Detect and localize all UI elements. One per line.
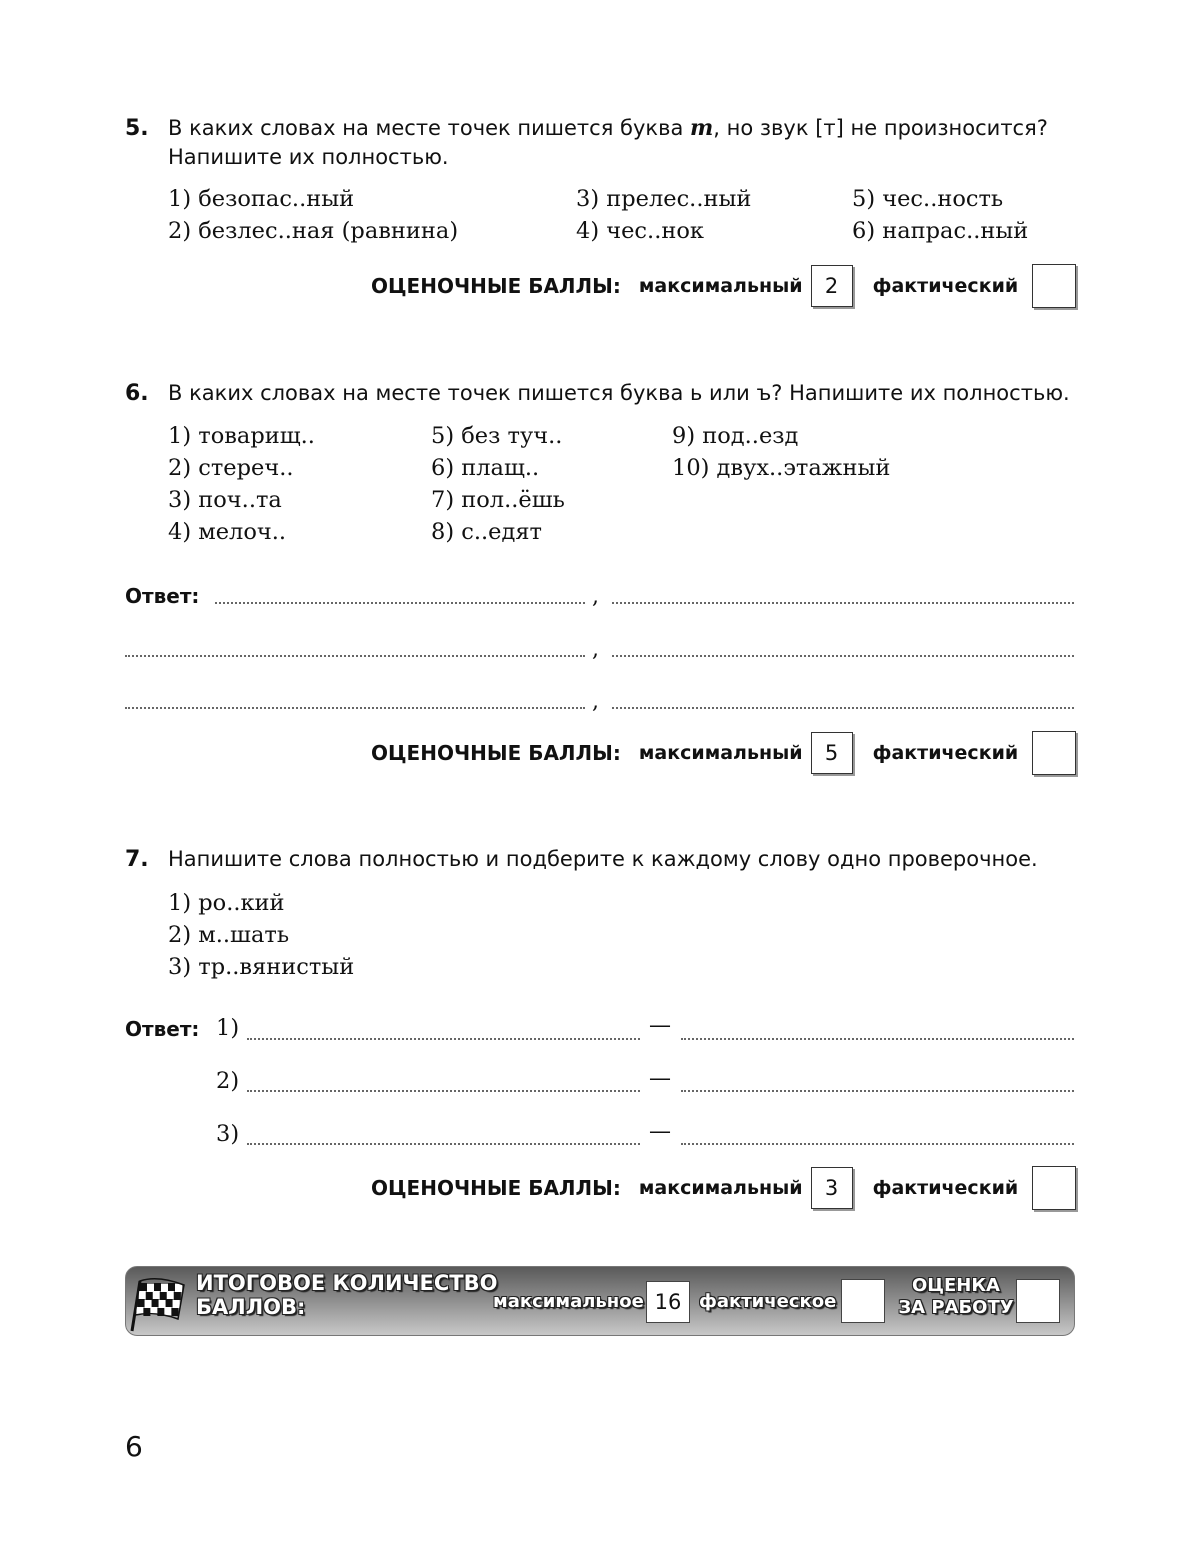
q6-answer-line[interactable] xyxy=(125,653,585,657)
total-actual-input[interactable] xyxy=(841,1279,885,1323)
q5-item: 3) прелес..ный xyxy=(576,186,752,212)
q5-item: 4) чес..нок xyxy=(576,218,704,244)
flag-cell xyxy=(166,1299,173,1307)
max-score-box: 3 xyxy=(811,1167,853,1209)
flag-cell xyxy=(161,1284,168,1292)
total-title-line1: ИТОГОВОЕ КОЛИЧЕСТВО xyxy=(196,1271,498,1295)
question-5-text-a: В каких словах на месте точек пишется буква xyxy=(168,116,690,140)
q7-word-line[interactable] xyxy=(247,1036,640,1040)
question-5-text-b: , но звук [т] не произносится? xyxy=(713,116,1048,140)
max-score-box: 2 xyxy=(811,265,853,307)
total-actual-label: фактическое xyxy=(699,1291,837,1312)
comma: , xyxy=(592,637,599,662)
q6-answer-line[interactable] xyxy=(215,600,585,604)
q7-answer-number: 1) xyxy=(216,1015,240,1041)
q7-check-word-line[interactable] xyxy=(681,1141,1074,1145)
flag-cell xyxy=(147,1284,154,1292)
grade-label-line2: ЗА РАБОТУ xyxy=(898,1297,1014,1318)
q7-item: 2) м..шать xyxy=(168,922,290,948)
question-5-text-c: Напишите их полностью. xyxy=(168,145,449,169)
question-6-number: 6. xyxy=(125,381,149,406)
actual-score-input[interactable] xyxy=(1032,264,1076,308)
score-label: ОЦЕНОЧНЫЕ БАЛЛЫ: xyxy=(371,274,621,298)
flag-cell xyxy=(146,1292,153,1300)
flag-cell xyxy=(153,1291,160,1299)
score-label: ОЦЕНОЧНЫЕ БАЛЛЫ: xyxy=(371,1176,621,1200)
actual-score-input[interactable] xyxy=(1032,1166,1076,1210)
q6-item: 5) без туч.. xyxy=(431,423,563,449)
q7-item: 1) ро..кий xyxy=(168,890,285,916)
flag-cell xyxy=(139,1291,146,1299)
checkered-flag-icon xyxy=(128,1275,186,1333)
max-score-box: 5 xyxy=(811,732,853,774)
flag-cell xyxy=(145,1300,152,1308)
flag-cell xyxy=(154,1283,161,1291)
actual-score-input[interactable] xyxy=(1032,731,1076,775)
q7-word-line[interactable] xyxy=(247,1088,640,1092)
max-score-label: максимальный xyxy=(638,1177,803,1199)
grade-input[interactable] xyxy=(1016,1279,1060,1323)
q6-item: 9) под..езд xyxy=(672,423,799,449)
q6-item: 7) пол..ёшь xyxy=(431,487,565,513)
score-label: ОЦЕНОЧНЫЕ БАЛЛЫ: xyxy=(371,741,621,765)
q7-answer-number: 3) xyxy=(216,1121,240,1147)
flag-cell xyxy=(143,1308,150,1316)
grade-label-line1: ОЦЕНКА xyxy=(911,1275,1000,1296)
q7-item: 3) тр..вянистый xyxy=(168,954,355,980)
question-5-letter: т xyxy=(690,115,714,141)
q7-check-word-line[interactable] xyxy=(681,1036,1074,1040)
question-6-text: В каких словах на месте точек пишется буква ь или ъ? Напишите их полностью. xyxy=(168,381,1070,405)
q7-answer-label: Ответ: xyxy=(125,1017,200,1041)
q5-item: 5) чес..ность xyxy=(852,186,1004,212)
q6-item: 8) с..едят xyxy=(431,519,542,545)
q6-item: 4) мелоч.. xyxy=(168,519,287,545)
question-7-number: 7. xyxy=(125,847,149,872)
actual-score-label: фактический xyxy=(872,1177,1019,1199)
total-max-box: 16 xyxy=(646,1281,690,1323)
q7-word-line[interactable] xyxy=(247,1141,640,1145)
total-title xyxy=(196,1271,497,1319)
flag-cell xyxy=(175,1284,182,1292)
dash: — xyxy=(649,1066,671,1091)
actual-score-label: фактический xyxy=(872,742,1019,764)
q6-item: 2) стереч.. xyxy=(168,455,294,481)
total-title-line2: БАЛЛОВ: xyxy=(196,1295,306,1319)
q6-answer-line[interactable] xyxy=(612,705,1074,709)
question-5-text xyxy=(168,114,1088,172)
max-score-label: максимальный xyxy=(638,275,803,297)
q6-answer-label: Ответ: xyxy=(125,584,200,608)
flag-cell xyxy=(173,1300,180,1308)
flag-cell xyxy=(171,1308,178,1316)
q6-item: 10) двух..этажный xyxy=(672,455,891,481)
q5-item: 6) напрас..ный xyxy=(852,218,1029,244)
q6-item: 6) плащ.. xyxy=(431,455,540,481)
q6-answer-line[interactable] xyxy=(125,705,585,709)
q6-item: 3) поч..та xyxy=(168,487,282,513)
q6-answer-line[interactable] xyxy=(612,653,1074,657)
question-7-text: Напишите слова полностью и подберите к каждому слову одно проверочное. xyxy=(168,847,1038,871)
q6-item: 1) товарищ.. xyxy=(168,423,315,449)
q5-score-row xyxy=(371,264,1076,308)
q7-check-word-line[interactable] xyxy=(681,1088,1074,1092)
comma: , xyxy=(592,689,599,714)
total-score-bar xyxy=(125,1266,1075,1336)
q5-item: 2) безлес..ная (равнина) xyxy=(168,218,459,244)
flag-cell xyxy=(159,1300,166,1308)
question-5-number: 5. xyxy=(125,116,149,141)
total-max-label: максимальное xyxy=(493,1291,644,1312)
flag-cell xyxy=(160,1292,167,1300)
flag-cell xyxy=(138,1299,145,1307)
q5-item: 1) безопас..ный xyxy=(168,186,355,212)
flag-cell xyxy=(152,1299,159,1307)
q7-answer-number: 2) xyxy=(216,1068,240,1094)
flag-cell xyxy=(167,1291,174,1299)
q6-score-row xyxy=(371,731,1076,775)
actual-score-label: фактический xyxy=(872,275,1019,297)
page-number: 6 xyxy=(125,1430,143,1463)
dash: — xyxy=(649,1119,671,1144)
comma: , xyxy=(592,584,599,609)
flag-cell xyxy=(168,1283,175,1291)
q6-answer-line[interactable] xyxy=(612,600,1074,604)
flag-cell xyxy=(174,1292,181,1300)
dash: — xyxy=(649,1013,671,1038)
max-score-label: максимальный xyxy=(638,742,803,764)
grade-label xyxy=(896,1275,1016,1319)
flag-cell xyxy=(164,1307,171,1315)
q7-score-row xyxy=(371,1166,1076,1210)
flag-cell xyxy=(140,1283,147,1291)
